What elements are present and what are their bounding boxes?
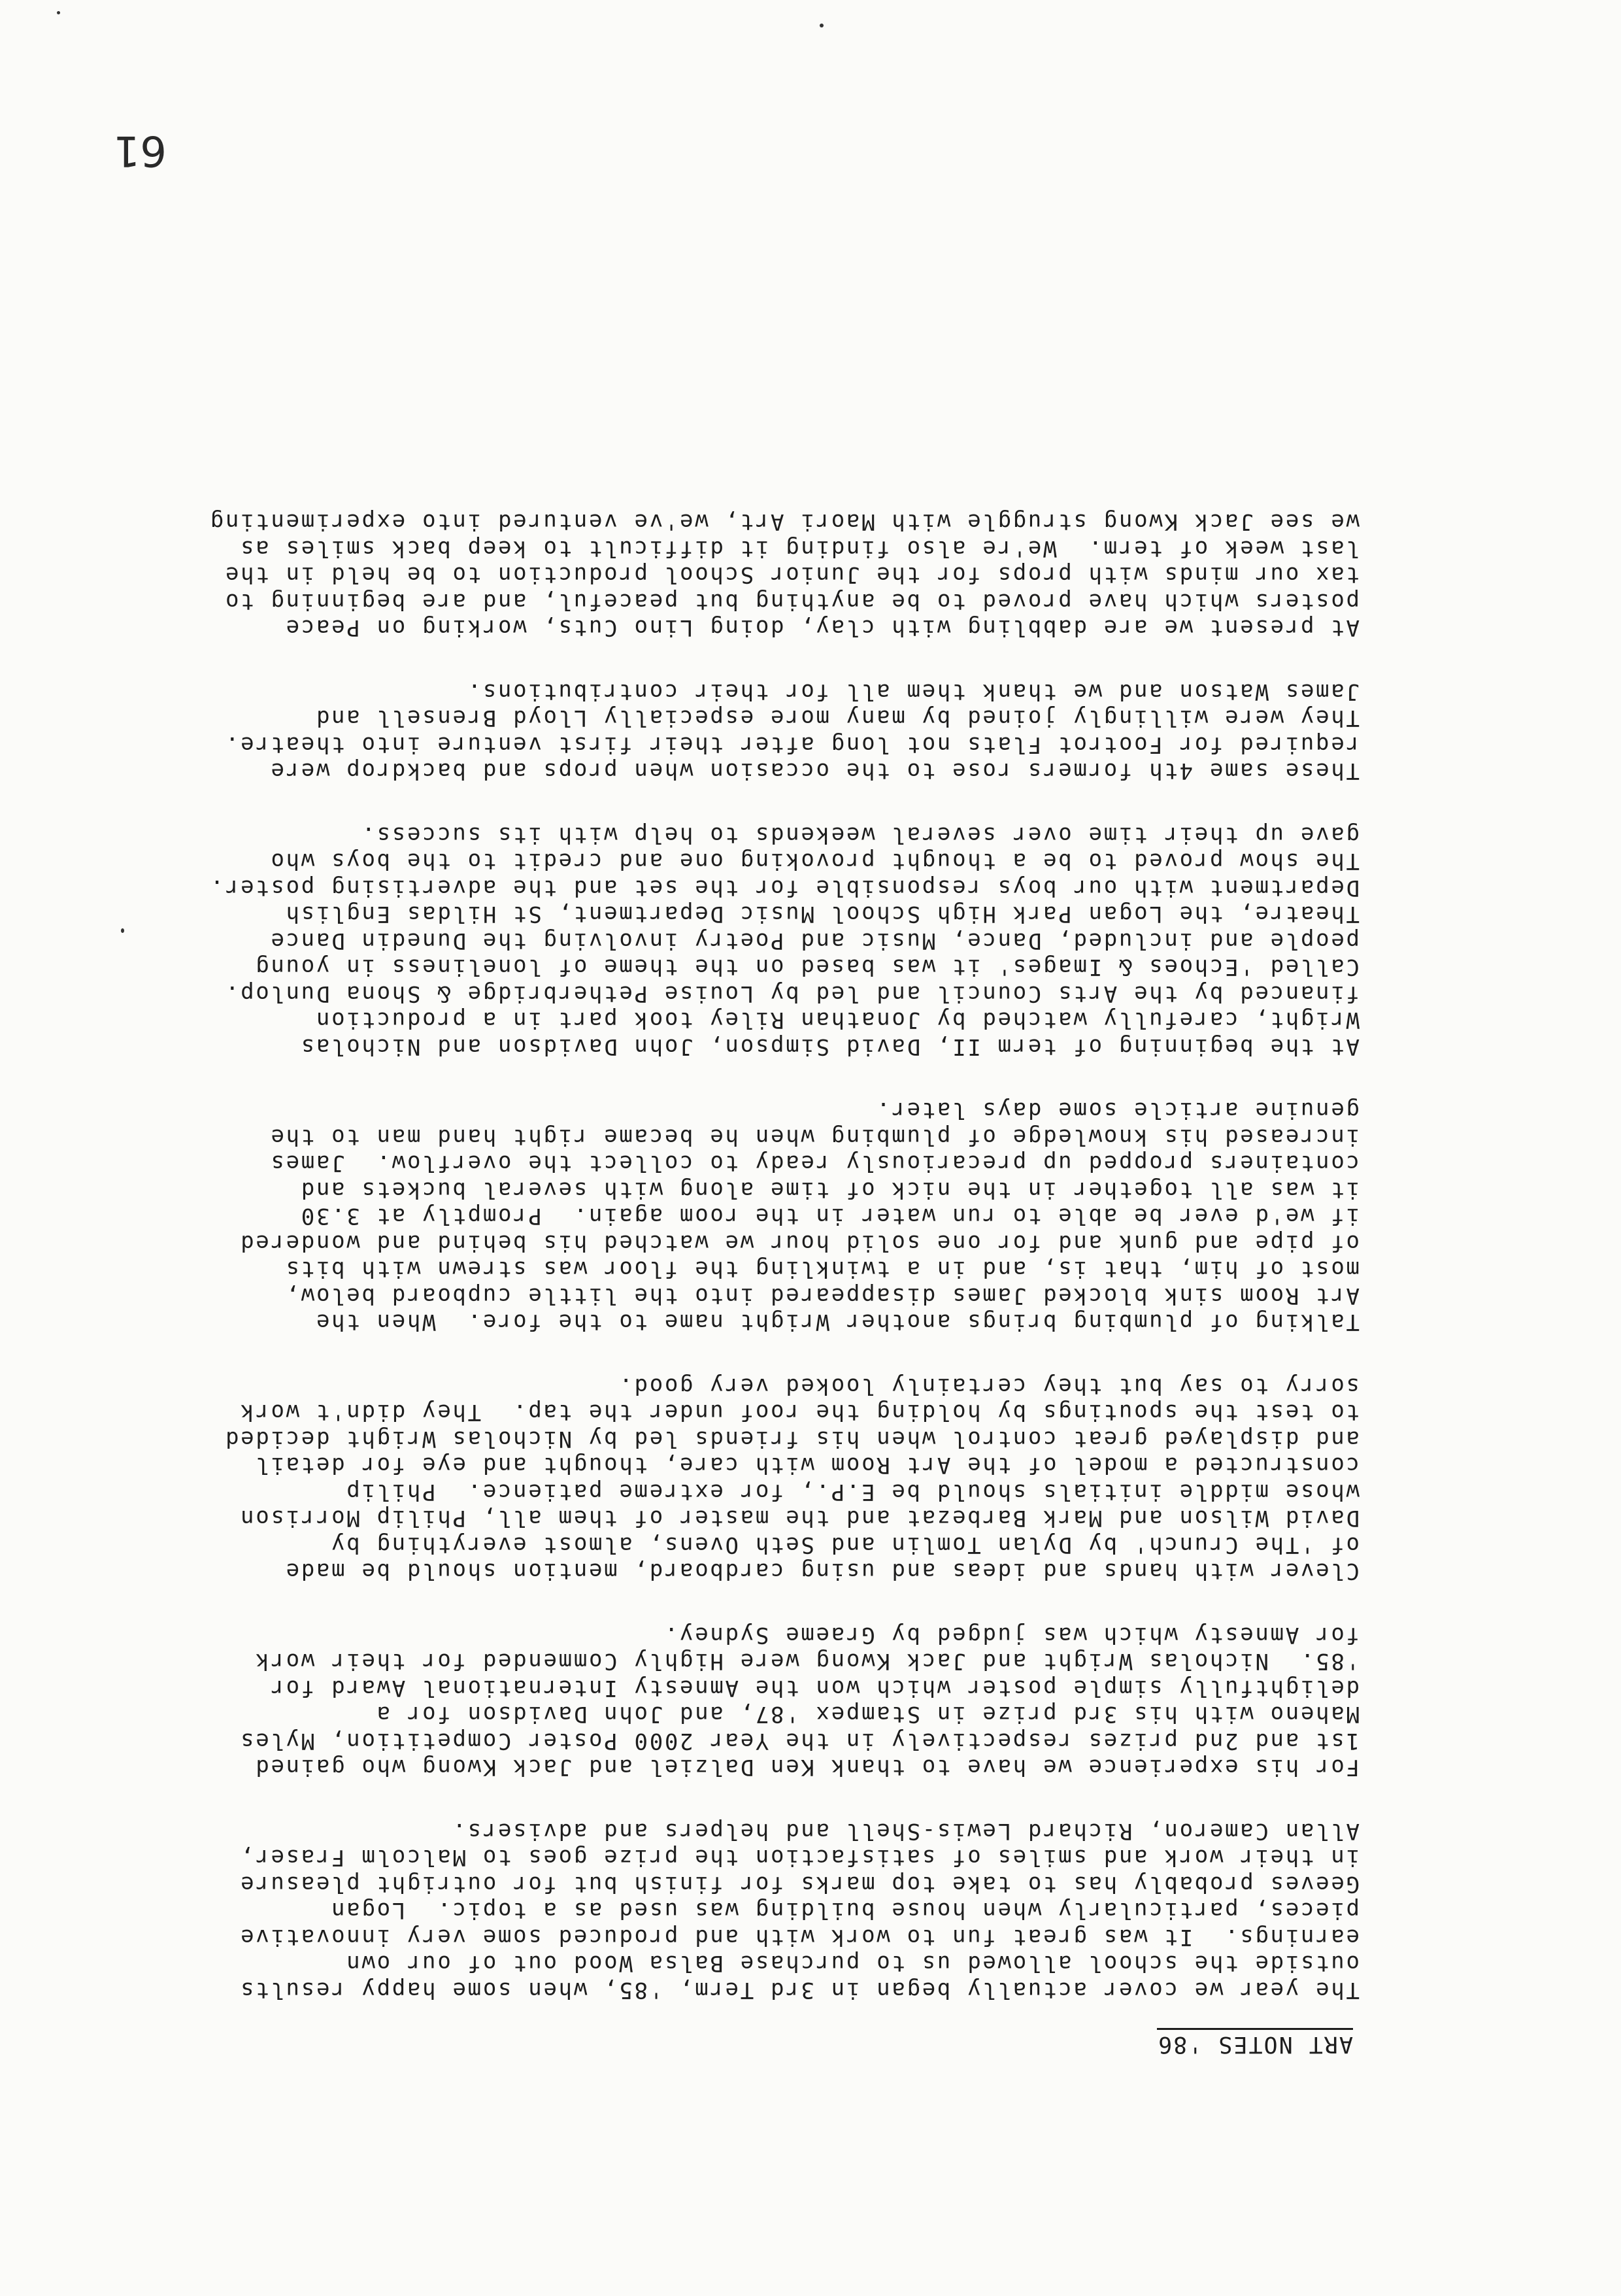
text-line: last week of term. We're also finding it difficult to keep back smiles as — [239, 535, 1360, 562]
text-line: outside the school allowed us to purchase Balsa Wood out of our own — [344, 1950, 1360, 1977]
text-line: '85. Nicholas Wright and Jack Kwong were Highly Commended for their work — [254, 1648, 1360, 1675]
scan-speck — [121, 928, 124, 933]
text-line: of 'The Crunch' by Dylan Tomlin and Seth Ovens, almost everything by — [329, 1532, 1360, 1558]
paragraph — [78, 1373, 1360, 1585]
text-line: to test the spoutings by holding the roof under the tap. They didn't work — [239, 1399, 1360, 1426]
text-line: financed by the Arts Council and led by Louise Petherbridge & Shona Dunlop. — [224, 981, 1360, 1007]
text-line: Clever with hands and ideas and using cardboard, mention should be made — [284, 1558, 1360, 1585]
paragraph — [78, 1097, 1360, 1336]
text-line: At the beginning of term II, David Simpson, John Davidson and Nicholas — [299, 1034, 1360, 1060]
text-line: of pipe and gunk and for one solid hour we watched his behind and wondered — [239, 1230, 1360, 1256]
paragraph — [78, 1622, 1360, 1781]
text-line: gave up their time over several weekends to help with its success. — [359, 822, 1360, 848]
scan-speck — [57, 11, 60, 14]
text-line: At present we are dabbling with clay, doing Lino Cuts, working on Peace — [284, 615, 1360, 641]
text-line: if we'd ever be able to run water in the room again. Promptly at 3.30 — [299, 1203, 1360, 1230]
text-line: earnings. It was great fun to work with and produced some very innovative — [239, 1924, 1360, 1950]
text-line: posters which have proved to be anything but peaceful, and are beginning to — [224, 588, 1360, 615]
text-line: Art Room sink blocked James disappeared into the little cupboard below, — [284, 1283, 1360, 1309]
text-line: Called 'Echoes & Images' it was based on the theme of loneliness in young — [254, 954, 1360, 981]
text-line: increased his knowledge of plumbing when he became right hand man to the — [269, 1124, 1360, 1150]
text-line: These same 4th formers rose to the occasion when props and backdrop were — [269, 758, 1360, 785]
text-line: 1st and 2nd prizes respectively in the Year 2000 Poster Competition, Myles — [239, 1728, 1360, 1754]
text-line: people and included, Dance, Music and Poetry involving the Dunedin Dance — [269, 928, 1360, 954]
paragraph — [78, 1818, 1360, 2004]
text-line: whose middle initials should be E.P., for extreme patience. Philip — [344, 1479, 1360, 1505]
page-title: ART NOTES '86 — [1157, 2028, 1353, 2057]
text-line: constructed a model of the Art Room with care, thought and eye for detail — [254, 1452, 1360, 1479]
article-body — [78, 471, 1360, 2003]
scan-speck — [820, 24, 824, 27]
paragraph — [78, 822, 1360, 1060]
text-line: it was all together in the nick of time along with several buckets and — [299, 1177, 1360, 1203]
text-line: The year we cover actually began in 3rd Term, '85, when some happy results — [239, 1977, 1360, 2003]
text-line: Department with our boys responsible for the set and the advertising poster. — [209, 875, 1360, 901]
text-line: we see Jack Kwong struggle with Maori Art, we've ventured into experimenting — [209, 509, 1360, 535]
text-line: pieces, particularly when house building was used as a topic. Logan — [329, 1897, 1360, 1924]
page-number: 61 — [113, 126, 167, 175]
text-line: For his experience we have to thank Ken Dalziel and Jack Kwong who gained — [254, 1754, 1360, 1781]
text-line: genuine article some days later. — [875, 1097, 1360, 1124]
text-line: containers propped up precariously ready to collect the overflow. James — [269, 1150, 1360, 1177]
text-line: sorry to say but they certainly looked very good. — [617, 1373, 1360, 1399]
text-line: Wright, carefully watched by Jonathan Riley took part in a production — [314, 1007, 1360, 1034]
text-line: The show proved to be a thought provoking one and credit to the boys who — [269, 848, 1360, 875]
text-line: and displayed great control when his friends led by Nicholas Wright decided — [224, 1426, 1360, 1452]
text-line: David Wilson and Mark Barbezat and the master of them all, Philip Morrison — [239, 1505, 1360, 1532]
text-line: Allan Cameron, Richard Lewis-Shell and helpers and advisers. — [450, 1818, 1360, 1844]
text-line: Geeves probably has to take top marks for finish but for outright pleasure — [239, 1871, 1360, 1897]
paragraph — [78, 509, 1360, 641]
text-line: tax our minds with props for the Junior School production to be held in the — [224, 562, 1360, 588]
text-line: Theatre, the Logan Park High School Music Department, St Hildas English — [284, 901, 1360, 928]
text-line: for Amnesty which was judged by Graeme Sydney. — [663, 1622, 1360, 1648]
text-line: Talking of plumbing brings another Wright name to the fore. When the — [314, 1309, 1360, 1336]
text-line: delightfully simple poster which won the Amnesty International Award for — [269, 1675, 1360, 1701]
text-line: Maheno with his 3rd prize in Stampex '87, and John Davidson for a — [375, 1701, 1360, 1728]
paragraph — [78, 679, 1360, 785]
text-line: in their work and smiles of satisfaction the prize goes to Malcolm Fraser, — [239, 1844, 1360, 1871]
text-line: James Watson and we thank them all for their contributions. — [465, 679, 1360, 705]
text-line: required for Footrot Flats not long after their first venture into theatre. — [224, 732, 1360, 758]
text-line: They were willingly joined by many more especially Lloyd Brensell and — [314, 705, 1360, 732]
text-line: most of him, that is, and in a twinkling the floor was strewn with bits — [284, 1256, 1360, 1283]
